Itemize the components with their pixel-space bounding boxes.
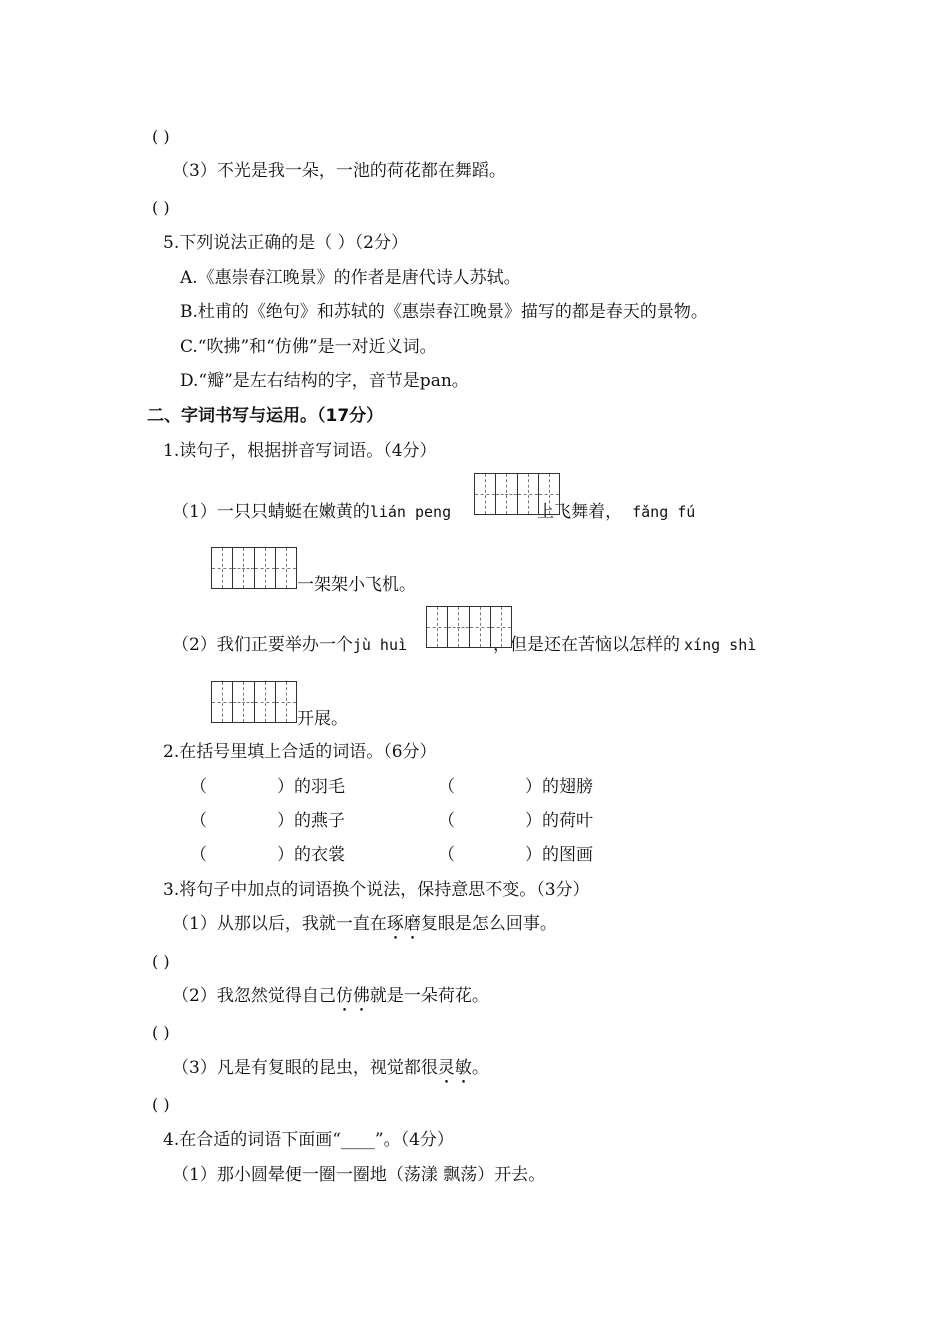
writing-grid-lianpeng[interactable] (474, 473, 560, 515)
q4-stem: 4.在合适的词语下面画“____”。（4分） (163, 1130, 454, 1150)
q4-sentence-3: （3）不光是我一朵，一池的荷花都在舞蹈。 (172, 161, 506, 181)
answer-paren: ( ) (152, 127, 170, 146)
pinyin-xingshi: xíng shì (684, 636, 757, 654)
writing-grid-xingshi[interactable] (211, 681, 297, 723)
q2-item: （ ）的图画 (438, 845, 593, 865)
q5-stem: 5.下列说法正确的是（ ）（2分） (163, 233, 408, 253)
q2-item: （ ）的翅膀 (438, 777, 593, 797)
q3-sentence-3: （3）凡是有复眼的昆虫，视觉都很灵敏。 (172, 1058, 489, 1078)
q1-s2-mid: ，但是还在苦恼以怎样的 (493, 635, 681, 655)
q2-item: （ ）的荷叶 (438, 811, 593, 831)
q5-option-c: C.“吹拂”和“仿佛”是一对近义词。 (180, 337, 437, 357)
pinyin-lianpeng: lián peng (369, 503, 452, 521)
writing-grid-fangfu[interactable] (211, 547, 297, 589)
section-title: 二、字词书写与运用。（17分） (147, 406, 384, 426)
q3-sentence-2: （2）我忽然觉得自己仿佛就是一朵荷花。 (172, 986, 489, 1006)
q2-item: （ ）的燕子 (190, 811, 345, 831)
answer-paren: ( ) (152, 198, 170, 217)
dotted-word: 灵敏 (437, 1058, 472, 1078)
q2-item: （ ）的羽毛 (190, 777, 345, 797)
answer-paren: ( ) (152, 1095, 170, 1114)
q5-option-a: A.《惠崇春江晚景》的作者是唐代诗人苏轼。 (180, 268, 521, 288)
pinyin-fangfu: fǎng fú (632, 503, 696, 521)
pinyin-juhui: jù huì (352, 636, 408, 654)
q1-s1-prefix: （1）一只只蜻蜓在嫩黄的 (172, 502, 370, 522)
q1-sentence-1 (172, 501, 695, 523)
q1-s1-mid: 上飞舞着， (537, 502, 623, 522)
q5-option-d: D.“瓣”是左右结构的字，音节是pan。 (180, 371, 469, 391)
q3-sentence-1: （1）从那以后，我就一直在琢磨复眼是怎么回事。 (172, 914, 557, 934)
answer-paren: ( ) (152, 1023, 170, 1042)
answer-paren: ( ) (152, 952, 170, 971)
q1-s2-prefix: （2）我们正要举办一个 (172, 635, 353, 655)
q2-item: （ ）的衣裳 (190, 845, 345, 865)
dotted-word: 仿佛 (335, 986, 370, 1006)
q1-s2-suffix: 开展。 (297, 709, 348, 729)
q1-stem: 1.读句子，根据拼音写词语。（4分） (163, 441, 437, 461)
q1-s1-suffix: 一架架小飞机。 (297, 575, 416, 595)
q2-stem: 2.在括号里填上合适的词语。（6分） (163, 742, 437, 762)
writing-grid-juhui[interactable] (426, 606, 512, 648)
dotted-word: 琢磨 (386, 914, 421, 934)
q3-stem: 3.将句子中加点的词语换个说法，保持意思不变。（3分） (163, 880, 590, 900)
q4-sentence-1: （1）那小圆晕便一圈一圈地（荡漾 飘荡）开去。 (172, 1165, 546, 1185)
q5-option-b: B.杜甫的《绝句》和苏轼的《惠崇春江晚景》描写的都是春天的景物。 (180, 302, 708, 322)
